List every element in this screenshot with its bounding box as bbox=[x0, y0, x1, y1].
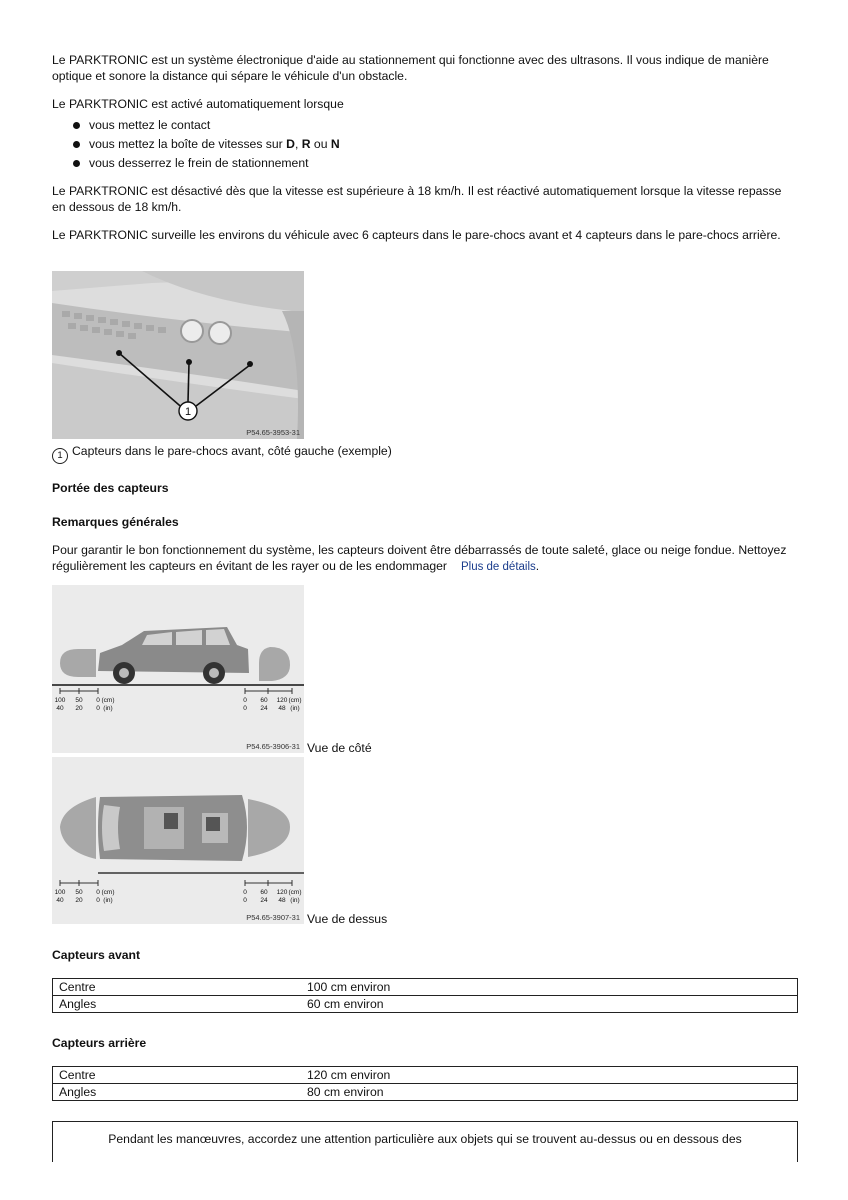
table-cell-label: Centre bbox=[53, 1067, 302, 1084]
top-view-caption: Vue de dessus bbox=[307, 912, 388, 926]
list-item: vous desserrez le frein de stationnement bbox=[52, 154, 340, 173]
scale-tick-label: 0 bbox=[96, 697, 100, 704]
callout-badge: 1 bbox=[52, 448, 68, 464]
list-item: vous mettez la boîte de vitesses sur D, R ou N bbox=[52, 135, 340, 154]
bullet-icon bbox=[73, 160, 80, 167]
section-title-range: Portée des capteurs bbox=[52, 481, 169, 495]
scale-unit-label: (in) bbox=[290, 897, 300, 904]
scale-tick-label: 24 bbox=[260, 705, 268, 712]
table-row bbox=[53, 996, 798, 1013]
scale-tick-label: 0 bbox=[96, 889, 100, 896]
scale-tick-label: 0 bbox=[96, 897, 100, 904]
bumper-sensors-figure bbox=[52, 271, 304, 439]
activation-list bbox=[52, 116, 340, 173]
scale-tick-label: 120 bbox=[276, 697, 288, 704]
scale-tick-label: 0 bbox=[243, 705, 247, 712]
scale-tick-label: 40 bbox=[56, 705, 64, 712]
scale-unit-label: (in) bbox=[290, 705, 300, 712]
section-title-front-sensors: Capteurs avant bbox=[52, 948, 141, 962]
scale-unit-label: (cm) bbox=[288, 889, 302, 896]
bullet-icon bbox=[73, 122, 80, 129]
table-row bbox=[53, 979, 798, 996]
scale-tick-label: 20 bbox=[75, 897, 83, 904]
remarks-paragraph: Pour garantir le bon fonctionnement du système, les capteurs doivent être débarrassés de toute saleté, glace ou neige fondue. Nettoyez régulièrement les capteurs en évitant de les rayer ou de les endommager Plus de détails. bbox=[52, 543, 787, 573]
scale-unit-label: (cm) bbox=[101, 889, 115, 896]
scale-unit-label: (cm) bbox=[288, 697, 302, 704]
section-title-remarks: Remarques générales bbox=[52, 515, 179, 529]
scale-tick-label: 50 bbox=[75, 697, 83, 704]
scale-unit-label: (in) bbox=[103, 897, 113, 904]
table-cell-value: 100 cm environ bbox=[301, 979, 798, 996]
top-view-illustration bbox=[52, 757, 304, 924]
bullet-icon bbox=[73, 141, 80, 148]
scale-tick-label: 40 bbox=[56, 897, 64, 904]
intro-paragraph: Le PARKTRONIC est un système électronique d'aide au stationnement qui fonctionne avec des ultrasons. Il vous indique de manière optique et sonore la distance qui sépare le véhicule d'un obstacle. bbox=[52, 53, 769, 83]
table-cell-value: 60 cm environ bbox=[301, 996, 798, 1013]
figure-code: P54.65-3906-31 bbox=[246, 742, 300, 751]
figure-code: P54.65-3953-31 bbox=[246, 428, 300, 437]
side-view-figure bbox=[52, 585, 304, 753]
list-item: vous mettez le contact bbox=[52, 116, 340, 135]
caution-note-box bbox=[52, 1121, 798, 1162]
scale-tick-label: 120 bbox=[276, 889, 288, 896]
activation-intro: Le PARKTRONIC est activé automatiquement lorsque bbox=[52, 97, 344, 111]
figure-code: P54.65-3907-31 bbox=[246, 913, 300, 922]
table-cell-value: 120 cm environ bbox=[301, 1067, 798, 1084]
scale-unit-label: (in) bbox=[103, 705, 113, 712]
scale-tick-label: 50 bbox=[75, 889, 83, 896]
caution-note-text: Pendant les manœuvres, accordez une attention particulière aux objets qui se trouvent au-dessus ou en dessous des bbox=[108, 1132, 742, 1146]
scale-tick-label: 48 bbox=[278, 705, 286, 712]
deactivation-paragraph: Le PARKTRONIC est désactivé dès que la vitesse est supérieure à 18 km/h. Il est réactivé automatiquement lorsque la vitesse repasse en dessous de 18 km/h. bbox=[52, 184, 782, 214]
figure-caption: 1 Capteurs dans le pare-chocs avant, côté gauche (exemple) bbox=[52, 443, 798, 464]
scale-tick-label: 48 bbox=[278, 897, 286, 904]
side-view-illustration bbox=[52, 585, 304, 753]
scale-tick-label: 0 bbox=[243, 889, 247, 896]
bumper-illustration bbox=[52, 271, 304, 439]
scale-tick-label: 0 bbox=[96, 705, 100, 712]
scale-tick-label: 60 bbox=[260, 697, 268, 704]
scale-tick-label: 60 bbox=[260, 889, 268, 896]
table-cell-label: Angles bbox=[53, 996, 302, 1013]
table-row bbox=[53, 1067, 798, 1084]
scale-unit-label: (cm) bbox=[101, 697, 115, 704]
scale-tick-label: 100 bbox=[54, 697, 66, 704]
scale-tick-label: 20 bbox=[75, 705, 83, 712]
rear-sensors-table bbox=[52, 1066, 798, 1101]
sensors-paragraph: Le PARKTRONIC surveille les environs du véhicule avec 6 capteurs dans le pare-chocs avant et 4 capteurs dans le pare-chocs arrière. bbox=[52, 228, 781, 242]
table-cell-value: 80 cm environ bbox=[301, 1084, 798, 1101]
scale-tick-label: 0 bbox=[243, 897, 247, 904]
details-link[interactable]: Plus de détails bbox=[460, 561, 536, 573]
side-view-caption: Vue de côté bbox=[307, 741, 372, 755]
scale-tick-label: 100 bbox=[54, 889, 66, 896]
table-row bbox=[53, 1084, 798, 1101]
scale-tick-label: 24 bbox=[260, 897, 268, 904]
callout-number: 1 bbox=[184, 406, 192, 418]
top-view-figure bbox=[52, 757, 304, 924]
front-sensors-table bbox=[52, 978, 798, 1013]
table-cell-label: Angles bbox=[53, 1084, 302, 1101]
section-title-rear-sensors: Capteurs arrière bbox=[52, 1036, 147, 1050]
table-cell-label: Centre bbox=[53, 979, 302, 996]
scale-tick-label: 0 bbox=[243, 697, 247, 704]
